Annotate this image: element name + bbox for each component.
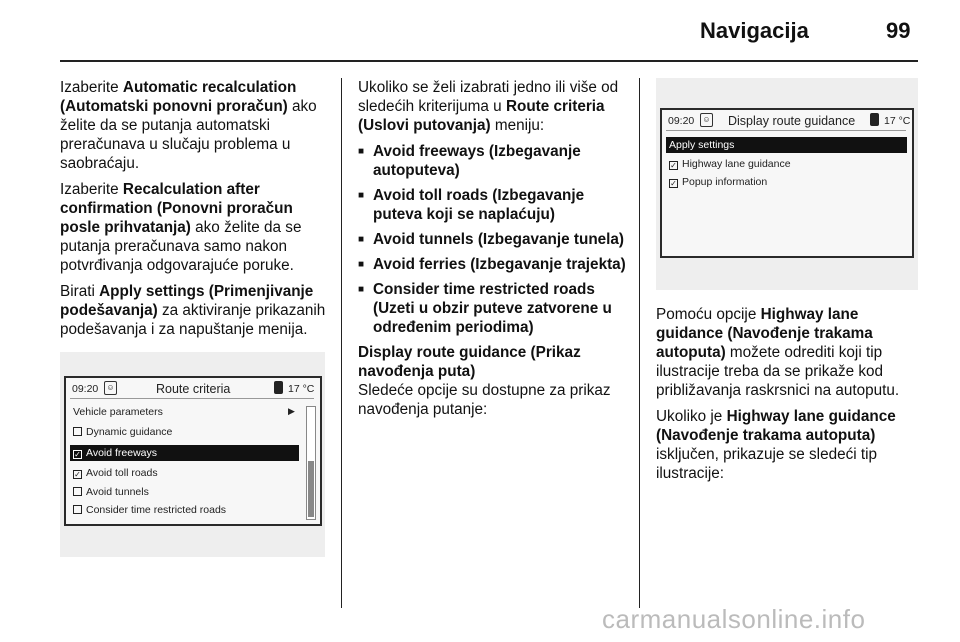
screen-title: Route criteria bbox=[156, 382, 231, 396]
thermometer-icon bbox=[870, 113, 879, 126]
scrollbar-thumb[interactable] bbox=[308, 461, 314, 517]
checkbox-unchecked-icon bbox=[73, 427, 82, 436]
paragraph-guidance-off: Ukoliko je Highway lane guidance (Navođenje trakama autoputa) isključen, prikazuje se sledeći tip ilustracije: bbox=[656, 408, 896, 482]
header-rule bbox=[60, 60, 918, 62]
clock-time: 09:20 bbox=[668, 115, 695, 127]
menu-row-popup-information[interactable]: ✓ Popup information bbox=[670, 176, 768, 188]
watermark: carmanualsonline.info bbox=[602, 604, 866, 634]
scrollbar[interactable] bbox=[306, 406, 316, 520]
list-item: ■ Avoid ferries (Izbegavanje trajekta) bbox=[358, 255, 633, 274]
menu-row-highway-lane-guidance[interactable]: ✓ Highway lane guidance bbox=[670, 158, 791, 170]
paragraph-highway-lane-guidance: Pomoću opcije Highway lane guidance (Navođenje trakama autoputa) možete odrediti koji tip ilustracije treba da se prikaže kod približavanja raskrsnici na autoputu. bbox=[656, 306, 900, 399]
checkbox-checked-icon: ✓ bbox=[670, 179, 677, 188]
route-criteria-screen bbox=[64, 376, 322, 526]
menu-row-dynamic-guidance[interactable]: Dynamic guidance bbox=[70, 424, 295, 440]
list-item: ■ Avoid freeways (Izbegavanje autoputeva) bbox=[358, 142, 633, 180]
temperature: 17 °C bbox=[288, 383, 315, 395]
display-route-guidance-screenshot bbox=[656, 78, 918, 290]
column-2 bbox=[358, 78, 633, 426]
thermometer-icon bbox=[274, 381, 283, 394]
title-separator bbox=[666, 130, 906, 131]
route-criteria-screenshot bbox=[60, 352, 325, 557]
menu-row-avoid-toll-roads[interactable]: ✓ Avoid toll roads bbox=[74, 467, 158, 479]
column-1 bbox=[60, 78, 330, 346]
paragraph-apply-settings: Birati Apply settings (Primenjivanje podešavanja) za aktiviranje prikazanih podešavanja i za napuštanje menija. bbox=[60, 283, 326, 338]
mood-icon: ☺ bbox=[104, 381, 117, 395]
checkbox-checked-icon: ✓ bbox=[74, 470, 81, 479]
list-item: ■ Consider time restricted roads (Uzeti u obzir puteve zatvorene u određenim periodima) bbox=[358, 280, 633, 337]
checkbox-checked-icon: ✓ bbox=[670, 161, 677, 170]
column-divider-1 bbox=[341, 78, 342, 608]
column-divider-2 bbox=[639, 78, 640, 608]
menu-row-avoid-tunnels[interactable]: Avoid tunnels bbox=[70, 484, 295, 500]
clock-time: 09:20 bbox=[72, 383, 99, 395]
criteria-list bbox=[358, 142, 633, 337]
checkbox-unchecked-icon bbox=[73, 505, 82, 514]
display-route-guidance-screen bbox=[660, 108, 914, 258]
page-number: 99 bbox=[886, 18, 911, 43]
list-item: ■ Avoid tunnels (Izbegavanje tunela) bbox=[358, 230, 633, 249]
mood-icon: ☺ bbox=[700, 113, 713, 127]
list-item: ■ Avoid toll roads (Izbegavanje puteva koji se naplaćuju) bbox=[358, 186, 633, 224]
chevron-right-icon: ▶ bbox=[288, 406, 295, 416]
menu-row-vehicle-parameters[interactable]: Vehicle parameters bbox=[73, 406, 163, 418]
screen-title: Display route guidance bbox=[728, 114, 856, 128]
page-header-title: Navigacija bbox=[700, 18, 809, 43]
temperature: 17 °C bbox=[884, 115, 911, 127]
paragraph-criteria-intro: Ukoliko se želi izabrati jedno ili više od sledećih kriterijuma u Route criteria (Uslovi putovanja) meniju: bbox=[358, 79, 619, 134]
checkbox-checked-icon: ✓ bbox=[74, 450, 81, 459]
paragraph-recalc-confirm: Izaberite Recalculation after confirmation (Ponovni proračun posle prihvatanja) ako želite da se putanja preračunava samo nakon potvrđivanja odgovarajuće poruke. bbox=[60, 181, 302, 274]
menu-row-time-restricted[interactable]: Consider time restricted roads bbox=[70, 502, 295, 518]
checkbox-unchecked-icon bbox=[73, 487, 82, 496]
title-separator bbox=[70, 398, 314, 399]
column-3 bbox=[656, 305, 918, 490]
menu-row-apply-settings[interactable]: Apply settings bbox=[666, 137, 907, 153]
subheading-display-route-guidance: Display route guidance (Prikaz navođenja puta) bbox=[358, 344, 581, 380]
menu-row-avoid-freeways[interactable]: ✓ Avoid freeways bbox=[70, 445, 299, 461]
paragraph-auto-recalc: Izaberite Automatic recalculation (Automatski ponovni proračun) ako želite da se putanja automatski preračunava u slučaju problema u saobraćaju. bbox=[60, 79, 317, 172]
paragraph-guidance-options: Sledeće opcije su dostupne za prikaz navođenja putanje: bbox=[358, 382, 611, 418]
